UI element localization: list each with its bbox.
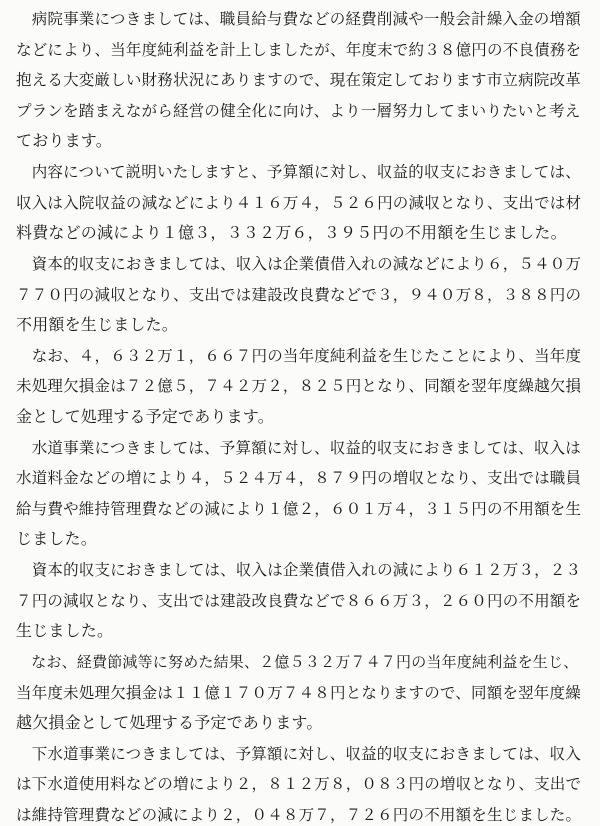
text-line: 資本的収支におきましては、収入は企業債借入れの減により６１２万３，２３ <box>16 561 582 579</box>
text-line: 未処理欠損金は７２億５，７４２万２，８２５円となり、同額を翌年度繰越欠損 <box>16 377 582 395</box>
text-line: 収入は入院収益の減などにより４１６万４，５２６円の減収となり、支出では材 <box>16 194 582 212</box>
text-line: 下水道事業につきましては、予算額に対し、収益的収支におきましては、収入 <box>16 745 581 763</box>
text-line: ております。 <box>16 131 112 150</box>
text-line: 生じました。 <box>16 621 114 640</box>
text-line: プランを踏まえながら経営の健全化に向け、より一層努力してまいりたいと考え <box>16 102 581 120</box>
text-line: は下水道使用料などの増により２，８１２万８，０８３円の増収となり、支出で <box>16 775 582 793</box>
text-line: 水道事業につきましては、予算額に対し、収益的収支におきましては、収入は <box>16 439 581 457</box>
text-line: 不用額を生じました。 <box>16 315 179 334</box>
text-line: 給与費や維持管理費などの減により１億２，６０１万４，３１５円の不用額を生 <box>16 500 582 518</box>
text-line: 資本的収支におきましては、収入は企業債借入れの減などにより６，５４０万 <box>16 255 582 273</box>
text-line: 当年度未処理欠損金は１１億１７０万７４８円となりますので、同額を翌年度繰 <box>16 684 581 702</box>
text-line: じました。 <box>16 529 98 548</box>
text-line: ７円の減収となり、支出では建設改良費などで８６６万３，２６０円の不用額を <box>16 592 582 610</box>
text-line: なお、４，６３２万１，６６７円の当年度純利益を生じたことにより、当年度 <box>16 347 582 365</box>
text-line: なお、経費節減等に努めた結果、２億５３２万７４７円の当年度純利益を生じ、 <box>16 653 579 671</box>
text-line: 内容について説明いたしますと、予算額に対し、収益的収支におきましては、 <box>16 163 581 181</box>
text-line: ７７０円の減収となり、支出では建設改良費などで３，９４０万８，３８８円の <box>16 286 582 304</box>
text-line: 病院事業につきましては、職員給与費などの経費削減や一般会計繰入金の増額 <box>16 10 581 28</box>
text-line: 抱える大変厳しい財務状況にありますので、現在策定しております市立病院改革 <box>16 71 581 89</box>
text-line: 料費などの減により１億３，３３２万６，３９５円の不用額を生じました。 <box>16 223 567 242</box>
text-line: は維持管理費などの減により２，０４８万７，７２６円の不用額を生じました。 <box>16 806 582 824</box>
text-line: 水道料金などの増により４，５２４万４，８７９円の増収となり、支出では職員 <box>16 469 582 487</box>
text-line: などにより、当年度純利益を計上しましたが、年度末で約３８億円の不良債務を <box>16 41 582 59</box>
text-line: 越欠損金として処理する予定であります。 <box>16 713 323 732</box>
text-line: 金として処理する予定であります。 <box>16 407 274 426</box>
